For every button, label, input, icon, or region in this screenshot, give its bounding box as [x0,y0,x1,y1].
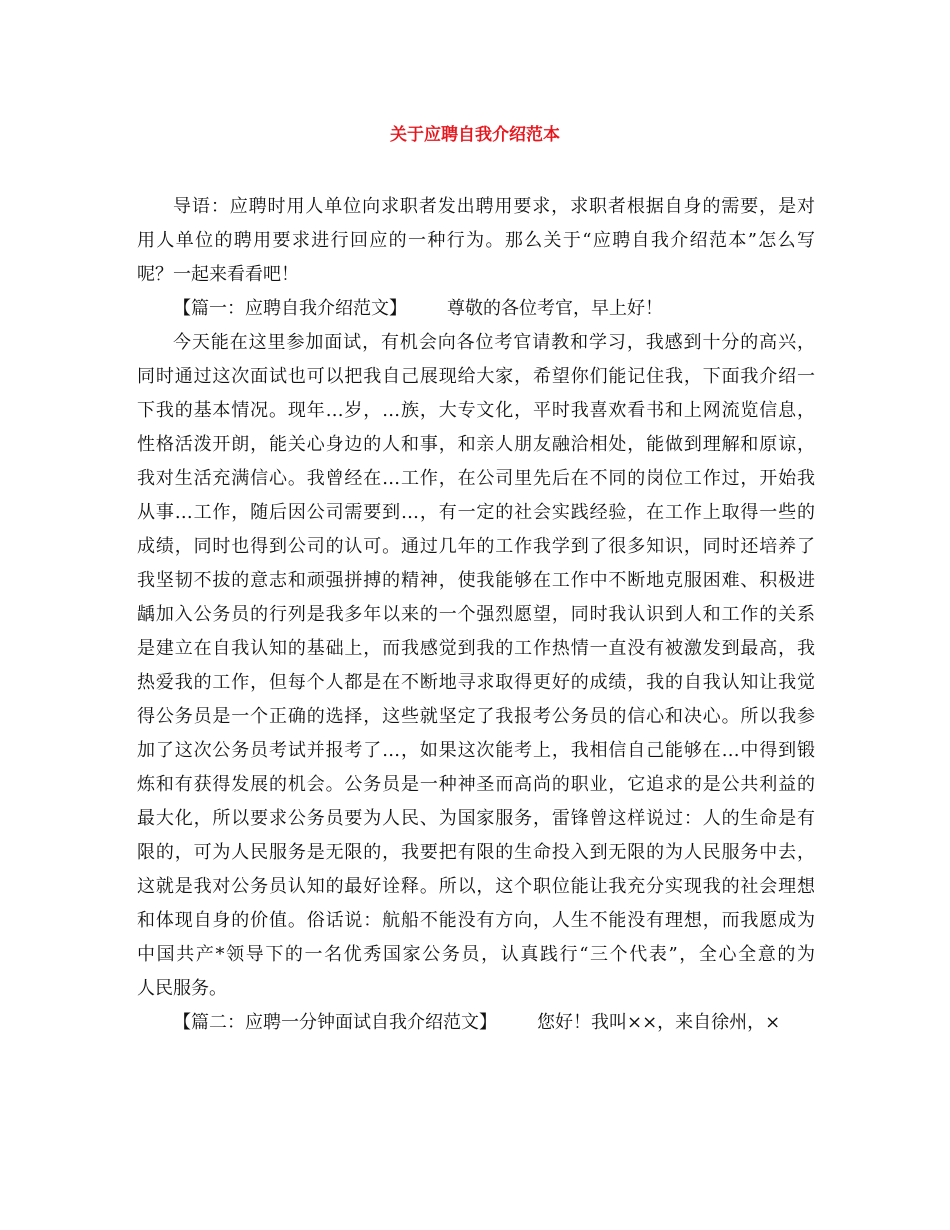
section-heading-line [137,292,815,326]
paragraph-line: 热爱我的工作，但每个人都是在不断地寻求取得更好的成绩，我的自我认知让我觉 [137,672,815,693]
paragraph-line: 这就是我对公务员认知的最好诠释。所以，这个职位能让我充分实现我的社会理想 [137,876,815,897]
paragraph-line: 我坚韧不拔的意志和顽强拼搏的精神，使我能够在工作中不断地克服困难、积极进 [137,570,815,591]
paragraph-line: 用人单位的聘用要求进行回应的一种行为。那么关于“应聘自我介绍范本”怎么写 [137,230,815,251]
paragraph-line: 导语：应聘时用人单位向求职者发出聘用要求，求职者根据自身的需要，是对 [173,196,815,217]
section-heading: 【篇二：应聘一分钟面试自我介绍范文】 [173,1012,497,1033]
paragraph-line: 和体现自身的价值。俗话说：航船不能没有方向，人生不能没有理想，而我愿成为 [137,910,815,931]
paragraph-line: 今天能在这里参加面试，有机会向各位考官请教和学习，我感到十分的高兴， [173,332,815,353]
greeting-text: 您好！我叫××，来自徐州，× [537,1012,781,1033]
paragraph-line: 我对生活充满信心。我曾经在…工作，在公司里先后在不同的岗位工作过，开始我 [137,468,815,489]
paragraph-line: 人民服务。 [137,978,227,999]
paragraph-line: 同时通过这次面试也可以把我自己展现给大家，希望你们能记住我，下面我介绍一 [137,366,815,387]
paragraph-line: 呢？一起来看看吧！ [137,264,299,285]
greeting-text: 尊敬的各位考官，早上好！ [447,298,663,319]
paragraph-line: 限的，可为人民服务是无限的，我要把有限的生命投入到无限的为人民服务中去， [137,842,815,863]
paragraph-line: 从事…工作，随后因公司需要到…，有一定的社会实践经验，在工作上取得一些的 [137,502,815,523]
paragraph-line: 性格活泼开朗，能关心身边的人和事，和亲人朋友融洽相处，能做到理解和原谅， [137,434,815,455]
section-heading-line [137,1006,815,1040]
document-body [137,190,815,1040]
paragraph-line: 龋加入公务员的行列是我多年以来的一个强烈愿望，同时我认识到人和工作的关系 [137,604,815,625]
document-title: 关于应聘自我介绍范本 [390,125,560,145]
paragraph-line: 加了这次公务员考试并报考了…，如果这次能考上，我相信自己能够在…中得到锻 [137,740,815,761]
paragraph-line: 中国共产*领导下的一名优秀国家公务员，认真践行“三个代表”，全心全意的为 [137,944,815,965]
paragraph-line: 成绩，同时也得到公司的认可。通过几年的工作我学到了很多知识，同时还培养了 [137,536,815,557]
paragraph-line: 是建立在自我认知的基础上，而我感觉到我的工作热情一直没有被激发到最高，我 [137,638,815,659]
section-heading: 【篇一：应聘自我介绍范文】 [173,298,407,319]
paragraph-line: 得公务员是一个正确的选择，这些就坚定了我报考公务员的信心和决心。所以我参 [137,706,815,727]
paragraph-line: 炼和有获得发展的机会。公务员是一种神圣而高尚的职业，它追求的是公共利益的 [137,774,815,795]
paragraph-line: 最大化，所以要求公务员要为人民、为国家服务，雷锋曾这样说过：人的生命是有 [137,808,815,829]
paragraph-line: 下我的基本情况。现年…岁，…族，大专文化，平时我喜欢看书和上网流览信息， [137,400,815,421]
